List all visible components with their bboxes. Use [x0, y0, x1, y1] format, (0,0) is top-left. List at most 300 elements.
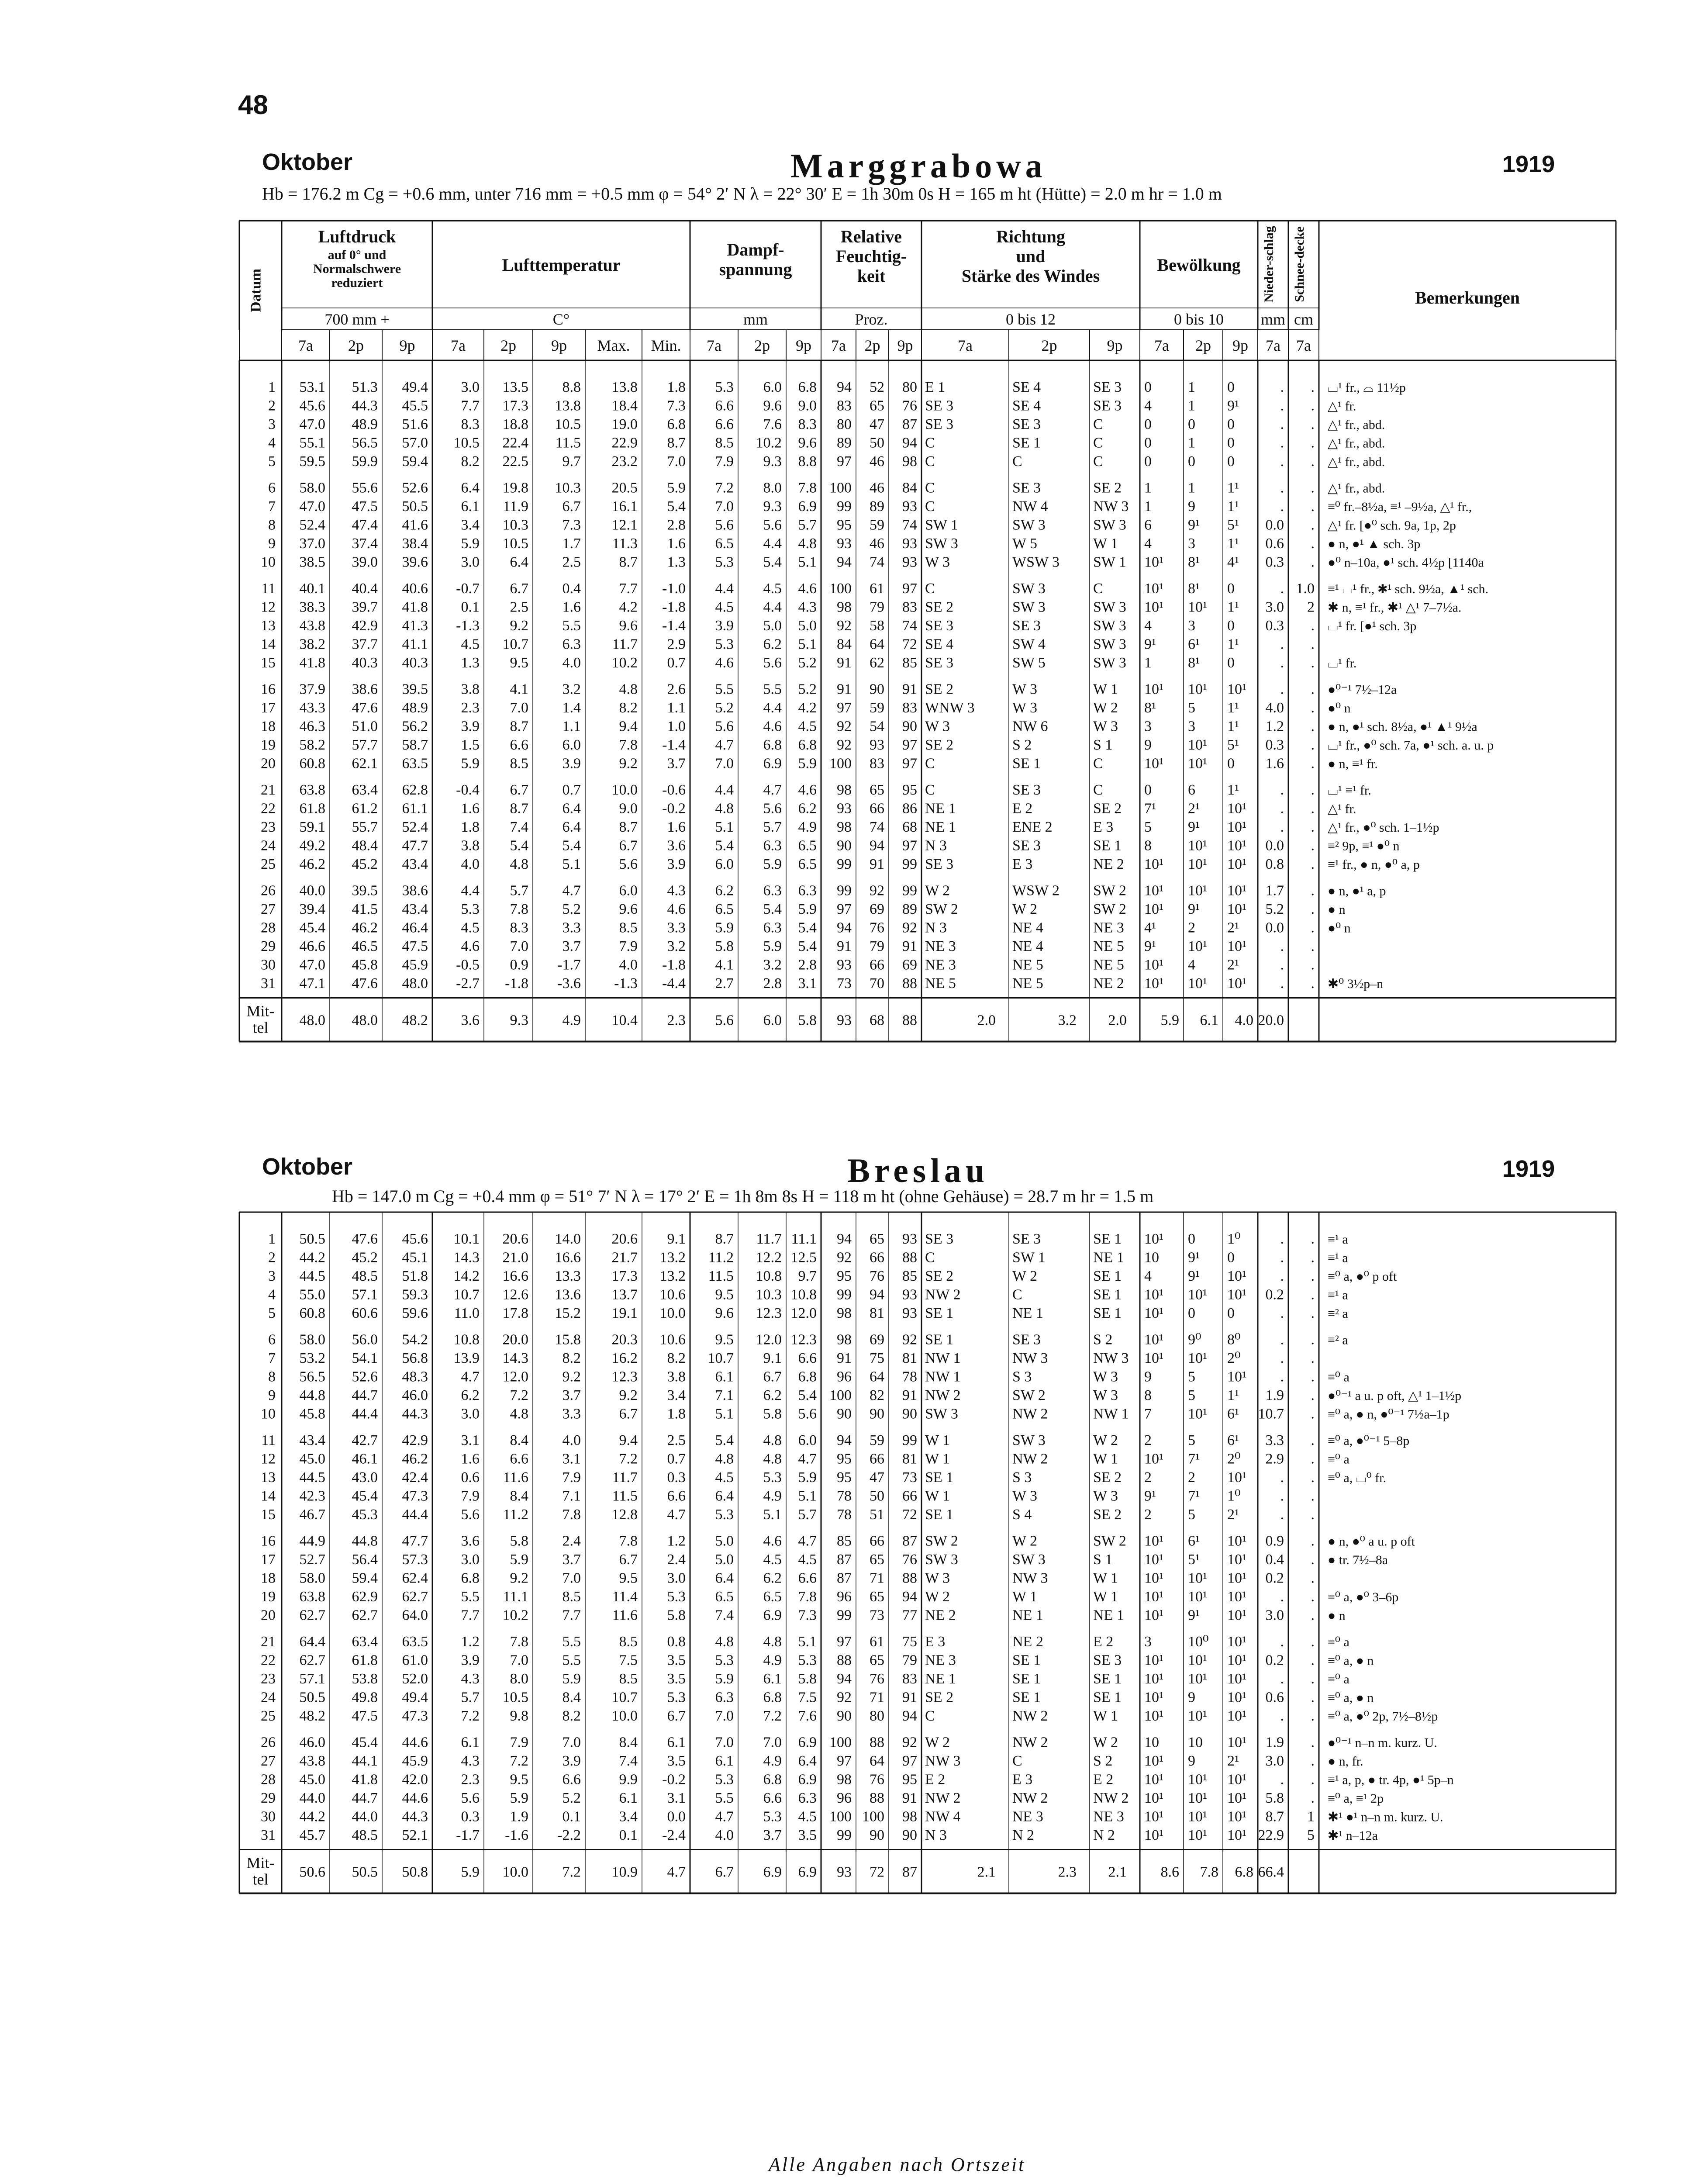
cell-feucht-2p: 65 [870, 782, 884, 798]
cell-niederschlag: . [1280, 1249, 1284, 1266]
cell-ld-2p: 47.6 [352, 700, 378, 716]
cell-ld-7a: 43.3 [299, 700, 325, 716]
cell-bew-7a: 10¹ [1144, 1808, 1164, 1825]
cell-ld-2p: 42.9 [352, 618, 378, 634]
cell-lt-9p: 6.7 [562, 498, 581, 515]
cell-bew-9p: 5¹ [1227, 737, 1239, 753]
cell-dampf-9p: 5.1 [798, 554, 817, 570]
cell-dampf-7a: 5.1 [715, 819, 734, 835]
cell-schneedecke: . [1311, 1432, 1315, 1448]
cell-lt-max: 6.7 [619, 1552, 638, 1568]
cell-dampf-9p: 4.3 [798, 599, 817, 615]
time-header-ld-9p: 9p [399, 337, 415, 354]
cell-wind-2p: NE 1 [1012, 1305, 1043, 1321]
cell-bew-2p: 10 [1188, 1734, 1203, 1751]
cell-ld-9p: 63.5 [402, 1634, 428, 1650]
cell-ld-7a: 47.0 [299, 957, 325, 973]
mittel-bew-9p: 4.0 [1235, 1012, 1253, 1029]
cell-feucht-2p: 74 [870, 554, 884, 570]
cell-feucht-2p: 50 [870, 435, 884, 451]
cell-datum: 19 [261, 737, 276, 753]
cell-lt-min: -0.2 [662, 1771, 686, 1788]
cell-lt-max: 9.0 [619, 800, 638, 817]
cell-lt-2p: 18.8 [502, 416, 528, 432]
cell-bew-9p: 10¹ [1227, 938, 1247, 954]
cell-ld-9p: 44.4 [402, 1507, 428, 1523]
cell-lt-2p: 20.6 [502, 1231, 528, 1247]
cell-wind-7a: N 3 [925, 1827, 947, 1843]
cell-datum: 8 [268, 517, 276, 533]
cell-ld-2p: 45.8 [352, 957, 378, 973]
cell-wind-9p: SW 3 [1093, 599, 1126, 615]
cell-schneedecke: . [1311, 536, 1315, 552]
cell-wind-7a: SW 3 [925, 536, 958, 552]
cell-lt-min: 13.2 [659, 1249, 686, 1266]
cell-wind-9p: W 2 [1093, 1432, 1118, 1448]
mittel-bew-7a: 8.6 [1160, 1864, 1179, 1880]
cell-feucht-7a: 87 [837, 1570, 852, 1586]
cell-schneedecke: . [1311, 1249, 1315, 1266]
cell-schneedecke: . [1311, 517, 1315, 533]
cell-lt-max: 12.3 [611, 1368, 638, 1385]
cell-dampf-9p: 4.8 [798, 536, 817, 552]
cell-dampf-9p: 4.7 [798, 1451, 817, 1467]
cell-lt-max: 3.4 [619, 1808, 638, 1825]
cell-ld-7a: 45.7 [299, 1827, 325, 1843]
cell-wind-7a: C [925, 480, 935, 496]
cell-lt-2p: 6.6 [510, 1451, 528, 1467]
cell-bew-2p: 10¹ [1188, 938, 1208, 954]
cell-ld-2p: 48.4 [352, 837, 378, 854]
feucht-header-2: Feuchtig- [835, 246, 907, 266]
cell-ld-2p: 61.2 [352, 800, 378, 817]
cell-wind-2p: E 2 [1012, 800, 1033, 817]
cell-dampf-9p: 6.3 [798, 882, 817, 899]
mittel-lt-7a: 3.6 [461, 1012, 480, 1029]
mittel-feucht-2p: 68 [870, 1012, 884, 1029]
cell-wind-7a: NW 1 [925, 1368, 961, 1385]
cell-bew-2p: 10¹ [1188, 1671, 1208, 1687]
cell-wind-9p: C [1093, 416, 1103, 432]
cell-feucht-2p: 62 [870, 655, 884, 671]
cell-dampf-2p: 6.5 [763, 1589, 782, 1605]
cell-ld-2p: 62.9 [352, 1589, 378, 1605]
cell-lt-max: 11.5 [612, 1488, 638, 1504]
cell-ld-2p: 62.1 [352, 755, 378, 772]
cell-feucht-9p: 90 [902, 1827, 917, 1843]
cell-lt-max: 8.5 [619, 919, 638, 936]
cell-feucht-9p: 90 [902, 718, 917, 735]
cell-bew-9p: 10¹ [1227, 1671, 1247, 1687]
cell-ld-9p: 56.8 [402, 1350, 428, 1366]
cell-dampf-7a: 4.5 [715, 599, 734, 615]
cell-ld-9p: 45.9 [402, 957, 428, 973]
cell-bew-2p: 9⁰ [1188, 1331, 1201, 1348]
schneedecke-header: Schnee-decke [1292, 226, 1307, 302]
cell-datum: 21 [261, 1634, 276, 1650]
cell-datum: 3 [268, 1268, 276, 1284]
cell-dampf-9p: 12.0 [790, 1305, 817, 1321]
cell-bew-9p: 6¹ [1227, 1432, 1239, 1448]
cell-ld-7a: 47.1 [299, 975, 325, 992]
cell-wind-9p: SE 3 [1093, 397, 1122, 414]
cell-dampf-2p: 5.4 [763, 901, 782, 917]
cell-ld-2p: 48.5 [352, 1827, 378, 1843]
cell-bew-9p: 2¹ [1227, 1753, 1239, 1769]
cell-bemerkungen: ≡⁰ a, ● n, ●⁰⁻¹ 7½a–1p [1328, 1407, 1450, 1422]
cell-lt-2p: 4.1 [510, 681, 528, 698]
cell-bew-7a: 0 [1144, 416, 1152, 432]
cell-lt-7a: -1.7 [456, 1827, 480, 1843]
cell-lt-9p: 7.7 [562, 1607, 581, 1624]
cell-wind-7a: NE 2 [925, 1607, 956, 1624]
time-header-lt-9p: 9p [551, 337, 567, 354]
cell-niederschlag: . [1280, 1671, 1284, 1687]
cell-bew-9p: 10¹ [1227, 1286, 1247, 1303]
cell-niederschlag: 10.7 [1258, 1406, 1284, 1422]
cell-feucht-2p: 59 [870, 1432, 884, 1448]
mittel-ld-2p: 48.0 [352, 1012, 378, 1029]
cell-bew-2p: 10¹ [1188, 1286, 1208, 1303]
cell-dampf-7a: 6.2 [715, 882, 734, 899]
cell-lt-max: 0.1 [619, 1827, 638, 1843]
time-header-feucht-2p: 2p [864, 337, 880, 354]
cell-feucht-7a: 91 [837, 655, 852, 671]
cell-wind-7a: E 1 [925, 379, 946, 395]
cell-lt-2p: 7.9 [510, 1734, 528, 1751]
cell-bemerkungen: ≡¹ a [1328, 1251, 1348, 1265]
cell-lt-9p: 8.8 [562, 379, 581, 395]
cell-lt-2p: 6.4 [510, 554, 528, 570]
cell-datum: 12 [261, 599, 276, 615]
cell-lt-9p: 3.7 [562, 1387, 581, 1403]
cell-bew-7a: 10¹ [1144, 1771, 1164, 1788]
cell-bemerkungen: ● n [1328, 1608, 1346, 1623]
cell-dampf-9p: 4.5 [798, 1808, 817, 1825]
cell-lt-2p: 5.9 [510, 1552, 528, 1568]
cell-lt-9p: 11.5 [555, 435, 581, 451]
cell-dampf-2p: 2.8 [763, 975, 782, 992]
cell-lt-2p: 4.8 [510, 856, 528, 872]
cell-datum: 8 [268, 1368, 276, 1385]
cell-wind-2p: WSW 3 [1012, 554, 1060, 570]
cell-dampf-7a: 6.1 [715, 1753, 734, 1769]
cell-bew-7a: 10 [1144, 1249, 1159, 1266]
cell-lt-min: 2.5 [667, 1432, 686, 1448]
time-header-wind-9p: 9p [1107, 337, 1123, 354]
cell-ld-2p: 63.4 [352, 782, 378, 798]
cell-bemerkungen: △¹ fr. [●⁰ sch. 9a, 1p, 2p [1328, 518, 1456, 533]
cell-lt-max: 13.7 [611, 1286, 638, 1303]
cell-ld-7a: 58.0 [299, 480, 325, 496]
cell-dampf-7a: 4.7 [715, 737, 734, 753]
cell-lt-7a: 3.8 [461, 837, 480, 854]
cell-lt-max: 19.0 [611, 416, 638, 432]
cell-feucht-2p: 47 [870, 1469, 884, 1486]
cell-bew-2p: 0 [1188, 1305, 1195, 1321]
mittel-ld-2p: 50.5 [352, 1864, 378, 1880]
cell-lt-9p: 1.6 [562, 599, 581, 615]
cell-wind-9p: NE 5 [1093, 938, 1124, 954]
cell-bew-7a: 10¹ [1144, 1331, 1164, 1348]
cell-dampf-2p: 6.9 [763, 755, 782, 772]
cell-wind-7a: NE 1 [925, 800, 956, 817]
cell-schneedecke: . [1311, 1689, 1315, 1706]
cell-bemerkungen: ● n, ●¹ sch. 8½a, ●¹ ▲¹ 9½a [1328, 719, 1477, 734]
cell-datum: 20 [261, 755, 276, 772]
time-header-dampf-9p: 9p [796, 337, 811, 354]
cell-lt-max: 9.6 [619, 618, 638, 634]
cell-dampf-2p: 7.6 [763, 416, 782, 432]
cell-lt-2p: 7.2 [510, 1753, 528, 1769]
cell-wind-9p: N 2 [1093, 1827, 1115, 1843]
cell-ld-7a: 52.7 [299, 1552, 325, 1568]
cell-ld-2p: 38.6 [352, 681, 378, 698]
cell-ld-2p: 56.0 [352, 1331, 378, 1348]
cell-datum: 13 [261, 1469, 276, 1486]
cell-dampf-7a: 4.0 [715, 1827, 734, 1843]
cell-ld-9p: 59.3 [402, 1286, 428, 1303]
cell-lt-9p: 14.0 [555, 1231, 581, 1247]
cell-bew-2p: 3 [1188, 718, 1195, 735]
cell-dampf-7a: 5.9 [715, 919, 734, 936]
cell-lt-max: 11.3 [612, 536, 638, 552]
cell-lt-9p: 3.2 [562, 681, 581, 698]
cell-wind-9p: C [1093, 435, 1103, 451]
cell-wind-7a: SW 3 [925, 1552, 958, 1568]
cell-feucht-7a: 100 [829, 581, 852, 597]
cell-bew-9p: 8⁰ [1227, 1331, 1241, 1348]
cell-bemerkungen: ●⁰⁻¹ 7½–12a [1328, 682, 1397, 697]
cell-bemerkungen: ✱ n, ≡¹ fr., ✱¹ △¹ 7–7½a. [1328, 600, 1462, 615]
cell-lt-7a: 10.5 [453, 435, 480, 451]
cell-feucht-7a: 98 [837, 819, 852, 835]
cell-feucht-7a: 84 [837, 636, 852, 653]
cell-lt-min: 3.5 [667, 1671, 686, 1687]
cell-ld-7a: 44.2 [299, 1249, 325, 1266]
cell-dampf-9p: 5.1 [798, 1634, 817, 1650]
cell-lt-9p: 4.0 [562, 655, 581, 671]
cell-dampf-7a: 6.1 [715, 1368, 734, 1385]
cell-bew-9p: 10¹ [1227, 1634, 1247, 1650]
cell-wind-2p: SE 3 [1012, 618, 1041, 634]
cell-lt-min: 1.3 [667, 554, 686, 570]
cell-feucht-2p: 90 [870, 681, 884, 698]
cell-feucht-9p: 83 [902, 1671, 917, 1687]
cell-wind-9p: NE 2 [1093, 975, 1124, 992]
cell-lt-max: 8.7 [619, 819, 638, 835]
cell-lt-7a: 2.3 [461, 1771, 480, 1788]
cell-bemerkungen: ⌴¹ fr. [1328, 656, 1357, 670]
cell-schneedecke: . [1311, 636, 1315, 653]
cell-schneedecke: . [1311, 1634, 1315, 1650]
cell-feucht-9p: 93 [902, 1231, 917, 1247]
cell-dampf-9p: 7.8 [798, 480, 817, 496]
cell-niederschlag: 3.0 [1265, 599, 1284, 615]
cell-lt-2p: 5.9 [510, 1790, 528, 1806]
cell-lt-7a: 6.4 [461, 480, 480, 496]
cell-feucht-7a: 90 [837, 1406, 852, 1422]
cell-schneedecke: . [1311, 1671, 1315, 1687]
cell-wind-2p: W 5 [1012, 536, 1037, 552]
cell-dampf-9p: 7.6 [798, 1708, 817, 1724]
cell-dampf-7a: 5.2 [715, 700, 734, 716]
cell-dampf-9p: 4.7 [798, 1533, 817, 1549]
cell-wind-7a: SE 2 [925, 1689, 954, 1706]
cell-ld-7a: 56.5 [299, 1368, 325, 1385]
cell-lt-2p: -1.6 [505, 1827, 528, 1843]
bewoelkung-unit: 0 bis 10 [1173, 311, 1224, 328]
time-header-ld-2p: 2p [348, 337, 364, 354]
cell-ld-2p: 47.6 [352, 1231, 378, 1247]
cell-lt-max: 7.4 [619, 1753, 638, 1769]
cell-ld-2p: 60.6 [352, 1305, 378, 1321]
mittel-feucht-9p: 87 [902, 1864, 917, 1880]
cell-feucht-7a: 100 [829, 1734, 852, 1751]
cell-ld-7a: 52.4 [299, 517, 325, 533]
cell-ld-2p: 44.1 [352, 1753, 378, 1769]
cell-lt-7a: 8.3 [461, 416, 480, 432]
cell-ld-2p: 53.8 [352, 1671, 378, 1687]
cell-wind-2p: C [1012, 1286, 1022, 1303]
cell-dampf-9p: 7.8 [798, 1589, 817, 1605]
cell-lt-min: 8.7 [667, 435, 686, 451]
cell-ld-7a: 45.0 [299, 1771, 325, 1788]
cell-bew-2p: 10¹ [1188, 1570, 1208, 1586]
cell-ld-9p: 52.4 [402, 819, 428, 835]
cell-ld-2p: 41.8 [352, 1771, 378, 1788]
cell-datum: 4 [268, 1286, 276, 1303]
cell-bemerkungen: △¹ fr., abd. [1328, 455, 1385, 469]
cell-datum: 19 [261, 1589, 276, 1605]
cell-niederschlag: . [1280, 498, 1284, 515]
cell-datum: 9 [268, 536, 276, 552]
cell-lt-2p: 10.7 [502, 636, 528, 653]
cell-niederschlag: . [1280, 1488, 1284, 1504]
cell-bew-7a: 10¹ [1144, 554, 1164, 570]
cell-feucht-2p: 79 [870, 599, 884, 615]
cell-bew-7a: 10¹ [1144, 599, 1164, 615]
cell-wind-7a: W 2 [925, 1734, 950, 1751]
cell-bew-7a: 10¹ [1144, 1350, 1164, 1366]
cell-feucht-2p: 66 [870, 957, 884, 973]
cell-lt-7a: 10.8 [453, 1331, 480, 1348]
cell-lt-7a: 0.3 [461, 1808, 480, 1825]
cell-lt-2p: 9.5 [510, 655, 528, 671]
cell-niederschlag: . [1280, 938, 1284, 954]
cell-bew-7a: 10¹ [1144, 957, 1164, 973]
cell-lt-7a: 4.4 [461, 882, 480, 899]
cell-lt-min: 3.7 [667, 755, 686, 772]
cell-lt-min: 4.7 [667, 1507, 686, 1523]
cell-ld-2p: 37.4 [352, 536, 378, 552]
cell-ld-2p: 47.4 [352, 517, 378, 533]
cell-bew-9p: 10¹ [1227, 837, 1247, 854]
cell-ld-7a: 46.0 [299, 1734, 325, 1751]
cell-ld-9p: 63.5 [402, 755, 428, 772]
cell-wind-9p: W 3 [1093, 718, 1118, 735]
cell-wind-7a: C [925, 1249, 935, 1266]
cell-feucht-9p: 99 [902, 1432, 917, 1448]
cell-bew-9p: 2⁰ [1227, 1350, 1241, 1366]
cell-ld-7a: 60.8 [299, 755, 325, 772]
cell-datum: 6 [268, 480, 276, 496]
cell-lt-9p: 6.3 [562, 636, 581, 653]
cell-bew-9p: 1⁰ [1227, 1488, 1241, 1504]
cell-feucht-2p: 69 [870, 1331, 884, 1348]
cell-lt-7a: 7.7 [461, 1607, 480, 1624]
cell-datum: 18 [261, 1570, 276, 1586]
cell-ld-2p: 55.6 [352, 480, 378, 496]
cell-feucht-9p: 75 [902, 1634, 917, 1650]
cell-ld-9p: 38.4 [402, 536, 428, 552]
cell-dampf-7a: 4.8 [715, 1634, 734, 1650]
cell-feucht-7a: 93 [837, 800, 852, 817]
cell-wind-2p: W 2 [1012, 1533, 1037, 1549]
cell-lt-min: 6.1 [667, 1734, 686, 1751]
cell-feucht-9p: 87 [902, 416, 917, 432]
cell-wind-2p: SW 3 [1012, 517, 1046, 533]
cell-lt-7a: 7.2 [461, 1708, 480, 1724]
cell-feucht-7a: 73 [837, 975, 852, 992]
cell-ld-7a: 58.2 [299, 737, 325, 753]
mittel-lt-7a: 5.9 [461, 1864, 480, 1880]
cell-bew-9p: 10¹ [1227, 681, 1247, 698]
cell-ld-7a: 47.0 [299, 416, 325, 432]
cell-feucht-9p: 97 [902, 737, 917, 753]
cell-lt-7a: 10.7 [453, 1286, 480, 1303]
mittel-feucht-7a: 93 [837, 1012, 852, 1029]
cell-dampf-2p: 4.4 [763, 536, 782, 552]
cell-wind-2p: NW 2 [1012, 1734, 1048, 1751]
cell-feucht-2p: 59 [870, 700, 884, 716]
cell-lt-max: 6.7 [619, 837, 638, 854]
cell-feucht-2p: 61 [870, 1634, 884, 1650]
mittel-wind-2p: 3.2 [1058, 1012, 1077, 1029]
cell-bew-2p: 1 [1188, 480, 1195, 496]
cell-dampf-2p: 5.9 [763, 856, 782, 872]
cell-lt-max: 9.2 [619, 1387, 638, 1403]
cell-lt-max: 20.3 [611, 1331, 638, 1348]
cell-datum: 2 [268, 1249, 276, 1266]
cell-ld-7a: 44.0 [299, 1790, 325, 1806]
cell-ld-2p: 44.3 [352, 397, 378, 414]
cell-lt-max: 20.6 [611, 1231, 638, 1247]
cell-wind-9p: NE 3 [1093, 1808, 1124, 1825]
cell-feucht-7a: 97 [837, 453, 852, 470]
cell-niederschlag: . [1280, 1708, 1284, 1724]
cell-bew-9p: 2¹ [1227, 919, 1239, 936]
cell-lt-2p: 11.6 [503, 1469, 528, 1486]
cell-schneedecke: . [1311, 882, 1315, 899]
section-2-month: Oktober [262, 1154, 353, 1180]
cell-bemerkungen: △¹ fr., abd. [1328, 481, 1385, 496]
cell-wind-2p: S 3 [1012, 1469, 1032, 1486]
cell-lt-max: 6.0 [619, 882, 638, 899]
cell-schneedecke: . [1311, 957, 1315, 973]
cell-dampf-7a: 5.4 [715, 1432, 734, 1448]
cell-dampf-2p: 10.8 [756, 1268, 782, 1284]
cell-bew-7a: 4 [1144, 397, 1152, 414]
cell-ld-2p: 46.2 [352, 919, 378, 936]
cell-bew-2p: 5 [1188, 1387, 1195, 1403]
cell-ld-2p: 39.7 [352, 599, 378, 615]
cell-wind-7a: NW 3 [925, 1753, 961, 1769]
cell-wind-7a: NW 2 [925, 1387, 961, 1403]
cell-bew-2p: 9¹ [1188, 1607, 1200, 1624]
cell-wind-7a: W 2 [925, 1589, 950, 1605]
cell-feucht-7a: 85 [837, 1533, 852, 1549]
